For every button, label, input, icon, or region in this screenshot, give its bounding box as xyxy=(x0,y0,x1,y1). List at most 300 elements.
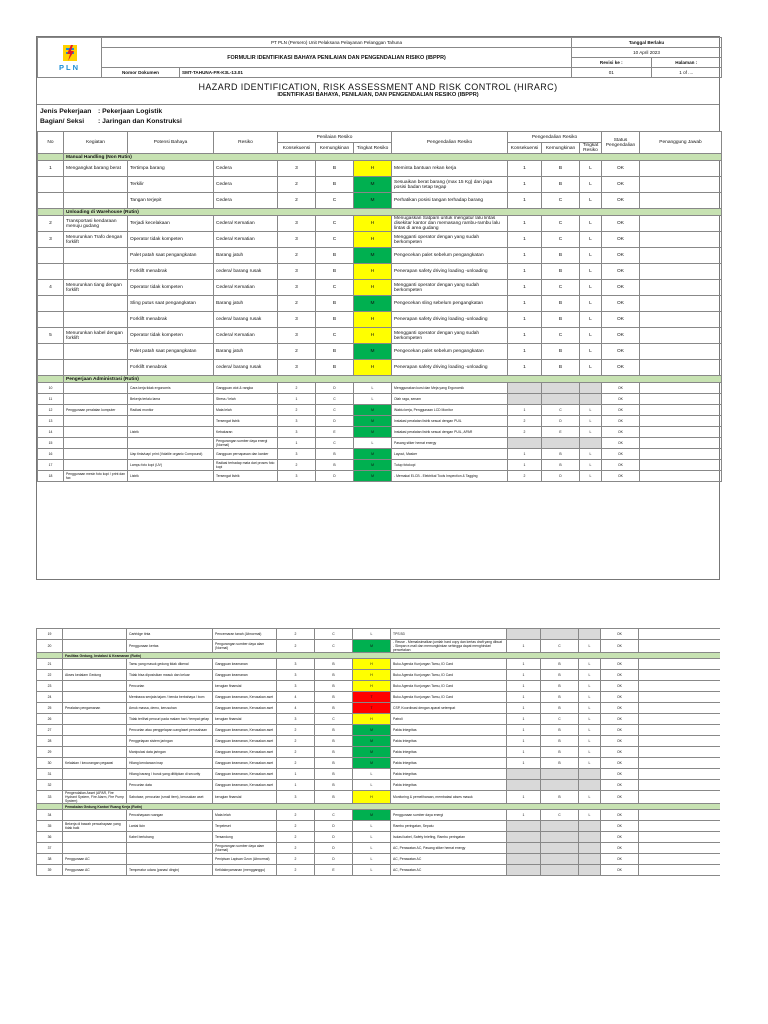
col-pengendalian-group: Pengendalian Resiko xyxy=(508,132,602,143)
row-pj xyxy=(639,769,721,780)
row-potensi: Tidak terlihat pencuri pada malam hari / tempat gelap xyxy=(127,714,213,725)
row-kegiatan xyxy=(63,629,127,640)
row-konsekuensi-2 xyxy=(507,854,541,865)
row-no: 13 xyxy=(38,416,64,427)
row-tingkat: L xyxy=(354,394,392,405)
row-potensi: Operator tidak kompeten xyxy=(128,232,214,248)
revisi-label: Revisi ke : xyxy=(572,58,651,67)
row-konsekuensi-2: 1 xyxy=(508,360,542,376)
row-potensi: Pencurian xyxy=(127,681,213,692)
row-kegiatan xyxy=(64,264,128,280)
row-kemungkinan: D xyxy=(315,821,353,832)
row-tingkat: H xyxy=(354,264,392,280)
row-no: 17 xyxy=(38,460,64,471)
row-tingkat: L xyxy=(353,769,391,780)
row-tingkat: M xyxy=(354,471,392,482)
row-no: 27 xyxy=(37,725,63,736)
row-status: OK xyxy=(601,629,639,640)
row-no: 31 xyxy=(37,769,63,780)
row-potensi: Temperatur udara (panas/ dingin) xyxy=(127,865,213,876)
table-row xyxy=(38,232,722,248)
row-tingkat-2 xyxy=(579,843,601,854)
row-tingkat-2: L xyxy=(579,747,601,758)
row-tingkat-2: L xyxy=(580,264,602,280)
col-konsekuensi-2: Konsekuensi xyxy=(508,143,542,154)
row-tingkat-2: L xyxy=(579,703,601,714)
pln-logo xyxy=(38,38,102,78)
row-potensi: Uap tinta/uap/ print (Volatile organic Compound) xyxy=(128,449,214,460)
row-kegiatan: Pengendalian Asset (APAR, Fire Hydrant System, Fire Alarm, Fire Pump System) xyxy=(63,791,127,804)
col-kemungkinan: Kemungkinan xyxy=(316,143,354,154)
row-tingkat: H xyxy=(354,360,392,376)
table-row xyxy=(38,177,722,193)
row-konsekuensi-2: 1 xyxy=(507,791,541,804)
row-resiko: Tersengat listrik xyxy=(214,471,278,482)
row-konsekuensi-2: 1 xyxy=(508,312,542,328)
row-konsekuensi-2 xyxy=(508,383,542,394)
row-status: OK xyxy=(601,725,639,736)
row-kemungkinan: B xyxy=(315,681,353,692)
row-kemungkinan-2: B xyxy=(542,248,580,264)
row-potensi: Hilang kendaraan inap xyxy=(127,758,213,769)
row-potensi: Penggelapan sistem jaringan xyxy=(127,736,213,747)
row-kemungkinan-2: E xyxy=(542,427,580,438)
main-subtitle: IDENTIFIKASI BAHAYA, PENILAIAN, DAN PENGENDALIAN RESIKO (IBPPR) xyxy=(277,92,479,98)
row-tingkat-2: L xyxy=(579,681,601,692)
row-pj xyxy=(640,328,722,344)
row-status: OK xyxy=(602,394,640,405)
row-tingkat-2 xyxy=(579,832,601,843)
row-kegiatan xyxy=(64,248,128,264)
row-pengendalian: Menggunakan kursi dan Meja yang Ergonomik xyxy=(392,383,508,394)
row-no: 4 xyxy=(38,280,64,296)
row-no: 20 xyxy=(37,640,63,653)
row-status: OK xyxy=(602,280,640,296)
row-no: 28 xyxy=(37,736,63,747)
row-kegiatan xyxy=(64,360,128,376)
row-pengendalian: Pakta Integritas xyxy=(391,725,507,736)
table-row xyxy=(37,747,721,758)
row-konsekuensi: 2 xyxy=(277,810,315,821)
row-pj xyxy=(639,854,721,865)
row-kegiatan xyxy=(64,449,128,460)
row-pengendalian: Penerapan safety driving loading -unloading xyxy=(392,312,508,328)
row-kemungkinan: B xyxy=(316,460,354,471)
row-pengendalian: Layout, Masker xyxy=(392,449,508,460)
row-pengendalian: CSP, Koordinasi dengan aparat setempat xyxy=(391,703,507,714)
row-kemungkinan: C xyxy=(315,810,353,821)
row-kemungkinan: C xyxy=(315,714,353,725)
row-potensi: Listrik xyxy=(128,471,214,482)
row-kemungkinan: C xyxy=(315,640,353,653)
row-konsekuensi-2 xyxy=(507,629,541,640)
row-tingkat-2: L xyxy=(580,405,602,416)
row-no: 14 xyxy=(38,427,64,438)
row-no: 1 xyxy=(38,161,64,177)
row-no: 38 xyxy=(37,854,63,865)
row-pj xyxy=(640,438,722,449)
row-tingkat-2: L xyxy=(579,791,601,804)
row-pengendalian: Buku Agenda Kunjungan Tamu, ID Card xyxy=(391,670,507,681)
row-pengendalian: Buku Agenda Kunjungan Tamu, ID Card xyxy=(391,659,507,670)
row-pengendalian: Buku Agenda Kunjungan Tamu, ID Card xyxy=(391,692,507,703)
row-tingkat-2: L xyxy=(580,344,602,360)
row-tingkat-2: L xyxy=(580,328,602,344)
row-pengendalian: Pakta Integritas xyxy=(391,758,507,769)
row-resiko: Terpeleset xyxy=(213,821,277,832)
row-konsekuensi-2: 1 xyxy=(508,161,542,177)
row-tingkat: M xyxy=(353,736,391,747)
form-page-1 xyxy=(36,36,720,580)
row-potensi: Pencurian atau penggelapan uang/aset perusahaan xyxy=(127,725,213,736)
row-status: OK xyxy=(601,714,639,725)
row-potensi: Operator tidak kompeten xyxy=(128,280,214,296)
row-pengendalian: Monitoring & pemeliharaan, membatasi akses masuk xyxy=(391,791,507,804)
row-tingkat: M xyxy=(353,640,391,653)
row-pj xyxy=(640,405,722,416)
row-konsekuensi: 3 xyxy=(278,449,316,460)
row-status: OK xyxy=(601,659,639,670)
row-konsekuensi: 2 xyxy=(278,193,316,209)
row-tingkat: H xyxy=(354,280,392,296)
row-konsekuensi: 2 xyxy=(278,344,316,360)
row-no xyxy=(38,177,64,193)
row-pengendalian: Menugaskan Satpam untuk mengatur lalu lintas disekitar kantor dan memasang rambu-rambu lalu lintas di area gudang xyxy=(392,216,508,232)
row-kegiatan: Transportasi kendaraan menuju gudang xyxy=(64,216,128,232)
logo-text: PLN xyxy=(59,62,80,72)
section-row xyxy=(38,209,722,216)
row-no: 29 xyxy=(37,747,63,758)
row-tingkat-2: L xyxy=(579,640,601,653)
doc-label: Nomor Dokumen xyxy=(102,68,180,78)
jenis-label: Jenis Pekerjaan xyxy=(40,108,92,115)
row-potensi: Penggunaan kertas xyxy=(127,640,213,653)
row-kegiatan: Bekerja di bawah pencahayaan yang tidak baik xyxy=(63,821,127,832)
col-pengendalian: Pengendalian Resiko xyxy=(392,132,508,154)
row-pj xyxy=(639,780,721,791)
row-tingkat: M xyxy=(354,344,392,360)
row-pj xyxy=(639,843,721,854)
row-konsekuensi: 3 xyxy=(278,280,316,296)
row-pengendalian: Pakta Integritas xyxy=(391,736,507,747)
table-row xyxy=(37,865,721,876)
table-row xyxy=(38,264,722,280)
table-row xyxy=(37,670,721,681)
table-row xyxy=(37,736,721,747)
row-tingkat-2: L xyxy=(580,427,602,438)
section-title: Pengerjaan Administrasi (Rutin) xyxy=(64,376,722,383)
row-status: OK xyxy=(602,360,640,376)
row-tingkat: M xyxy=(354,405,392,416)
row-resiko: Gangguan keamanan, Kerusakan aset xyxy=(213,725,277,736)
row-status: OK xyxy=(601,747,639,758)
row-status: OK xyxy=(601,736,639,747)
row-pj xyxy=(640,193,722,209)
row-kemungkinan: B xyxy=(316,264,354,280)
row-potensi: Tamu yang masuk gedung tidak dikenal xyxy=(127,659,213,670)
row-pj xyxy=(640,394,722,405)
row-pengendalian: Penggunaan sumber daya energi xyxy=(391,810,507,821)
row-resiko: Stress / lelah xyxy=(214,394,278,405)
row-konsekuensi-2: 2 xyxy=(508,471,542,482)
row-kegiatan xyxy=(64,177,128,193)
row-konsekuensi: 2 xyxy=(278,248,316,264)
row-kemungkinan-2: B xyxy=(541,670,579,681)
row-tingkat: M xyxy=(354,296,392,312)
row-pengendalian: Instalasi peralatan listrik sesuai dengan PUIL, APAR xyxy=(392,427,508,438)
row-kemungkinan-2 xyxy=(541,629,579,640)
row-no: 15 xyxy=(38,438,64,449)
row-kegiatan xyxy=(64,416,128,427)
row-kegiatan: Peralatan pengamanan xyxy=(63,703,127,714)
table-row xyxy=(37,810,721,821)
row-kemungkinan-2: D xyxy=(542,471,580,482)
row-kegiatan: Menurunkan tiang dengan forklift xyxy=(64,280,128,296)
row-resiko: Gangguan keamanan, Kerusakan aset xyxy=(213,758,277,769)
row-status: OK xyxy=(602,449,640,460)
row-no: 37 xyxy=(37,843,63,854)
row-pengendalian: Pengecekan palet sebelum pengangkatan xyxy=(392,344,508,360)
row-tingkat: H xyxy=(353,714,391,725)
row-pengendalian: Waktu kerja, Penggunaan LCD Monitor xyxy=(392,405,508,416)
row-kegiatan: Akses kedalam Gedung xyxy=(63,670,127,681)
row-kemungkinan-2: C xyxy=(542,328,580,344)
row-kemungkinan: C xyxy=(316,216,354,232)
row-konsekuensi: 2 xyxy=(277,821,315,832)
row-pengendalian: - Memakai ELCB - Elektrikal Tools Inspection & Tagging xyxy=(392,471,508,482)
row-tingkat: H xyxy=(354,232,392,248)
row-status: OK xyxy=(601,758,639,769)
row-kemungkinan: D xyxy=(316,416,354,427)
table-row xyxy=(38,471,722,482)
row-potensi: Lampu foto kopi (UV) xyxy=(128,460,214,471)
row-status: OK xyxy=(601,670,639,681)
row-pj xyxy=(640,360,722,376)
row-status: OK xyxy=(602,328,640,344)
row-tingkat-2: L xyxy=(579,810,601,821)
row-konsekuensi: 2 xyxy=(278,296,316,312)
row-kemungkinan-2: C xyxy=(542,193,580,209)
row-konsekuensi-2: 1 xyxy=(507,681,541,692)
row-kemungkinan-2: C xyxy=(542,280,580,296)
row-konsekuensi-2 xyxy=(507,865,541,876)
row-kemungkinan-2: B xyxy=(541,681,579,692)
row-status: OK xyxy=(602,460,640,471)
row-tingkat-2 xyxy=(580,383,602,394)
row-pj xyxy=(639,810,721,821)
row-tingkat-2: L xyxy=(580,232,602,248)
table-row xyxy=(38,216,722,232)
hirarc-table-page1 xyxy=(37,131,722,482)
table-row xyxy=(37,843,721,854)
table-row xyxy=(37,659,721,670)
table-row xyxy=(38,427,722,438)
row-status: OK xyxy=(602,161,640,177)
row-konsekuensi: 3 xyxy=(278,216,316,232)
row-kemungkinan: B xyxy=(315,758,353,769)
table-row xyxy=(37,703,721,714)
doc-number: SMT-TAHUNA-FR-K3L-13.01 xyxy=(180,68,572,78)
row-pengendalian: Olah raga, senam xyxy=(392,394,508,405)
row-no: 12 xyxy=(38,405,64,416)
lightning-logo-icon xyxy=(62,44,78,62)
row-resiko: Pencemaran tanah (Abnormal) xyxy=(213,629,277,640)
row-pj xyxy=(640,344,722,360)
table-row xyxy=(38,280,722,296)
row-resiko: Gangguan keamanan, Kerusakan aset xyxy=(213,780,277,791)
row-konsekuensi: 2 xyxy=(278,177,316,193)
row-tingkat: L xyxy=(353,832,391,843)
col-tingkat: Tingkat Resiko xyxy=(354,143,392,154)
row-no: 10 xyxy=(38,383,64,394)
row-tingkat-2: L xyxy=(580,471,602,482)
jenis-pekerjaan xyxy=(37,105,719,115)
row-konsekuensi: 3 xyxy=(277,791,315,804)
row-no: 21 xyxy=(37,659,63,670)
row-konsekuensi-2: 1 xyxy=(507,736,541,747)
row-kemungkinan-2: B xyxy=(542,161,580,177)
row-konsekuensi-2 xyxy=(507,769,541,780)
row-kemungkinan: C xyxy=(316,405,354,416)
row-tingkat-2 xyxy=(580,394,602,405)
section-row xyxy=(38,376,722,383)
row-potensi: Tidak bisa diposisikan masuk dan keluar xyxy=(127,670,213,681)
row-konsekuensi: 3 xyxy=(278,312,316,328)
table-row xyxy=(38,344,722,360)
row-konsekuensi: 2 xyxy=(277,725,315,736)
row-konsekuensi: 2 xyxy=(277,640,315,653)
row-kemungkinan-2: B xyxy=(542,177,580,193)
row-tingkat: L xyxy=(353,843,391,854)
row-tingkat: M xyxy=(353,758,391,769)
col-penilaian: Penilaian Resiko xyxy=(278,132,392,143)
table-row xyxy=(37,725,721,736)
col-status: Status Pengendalian xyxy=(602,132,640,154)
halaman-label: Halaman : xyxy=(675,60,698,65)
row-konsekuensi-2: 1 xyxy=(507,659,541,670)
row-kegiatan xyxy=(63,640,127,653)
row-tingkat-2 xyxy=(579,854,601,865)
row-kemungkinan: C xyxy=(316,280,354,296)
row-kemungkinan: B xyxy=(316,360,354,376)
row-no xyxy=(38,264,64,280)
row-status: OK xyxy=(601,703,639,714)
row-tingkat: M xyxy=(353,810,391,821)
row-pj xyxy=(639,692,721,703)
row-pengendalian: Penerapan safety driving loading -unloading xyxy=(392,360,508,376)
row-kemungkinan-2: B xyxy=(542,296,580,312)
row-kegiatan xyxy=(64,438,128,449)
row-pj xyxy=(639,758,721,769)
row-resiko: cedera/ barang rusak xyxy=(214,312,278,328)
row-resiko: Gangguan keamanan, Kerusakan aset xyxy=(213,769,277,780)
row-tingkat-2: L xyxy=(579,725,601,736)
row-kemungkinan-2 xyxy=(541,854,579,865)
row-pengendalian: Sesuaikan berat barang (max 15 Kg) dan jaga posisi badan tetap tegap xyxy=(392,177,508,193)
row-resiko: Gangguan keamanan, Kerusakan aset xyxy=(213,692,277,703)
col-konsekuensi: Konsekuensi xyxy=(278,143,316,154)
row-potensi: Palet patah saat pengangkatan xyxy=(128,248,214,264)
row-pj xyxy=(639,659,721,670)
row-resiko: kerugian finansial xyxy=(213,714,277,725)
row-potensi: Tertimpa barang xyxy=(128,161,214,177)
row-resiko: Cedera xyxy=(214,193,278,209)
row-pj xyxy=(640,248,722,264)
row-kemungkinan: C xyxy=(316,193,354,209)
row-status: OK xyxy=(601,769,639,780)
row-pj xyxy=(640,471,722,482)
row-pengendalian: Instalasi peralatan listrik sesuai dengan PUIL xyxy=(392,416,508,427)
section-row xyxy=(38,154,722,161)
row-konsekuensi-2: 1 xyxy=(507,692,541,703)
row-resiko: cedera/ barang rusak xyxy=(214,360,278,376)
row-kemungkinan-2: C xyxy=(541,714,579,725)
row-konsekuensi-2: 1 xyxy=(508,177,542,193)
row-tingkat: M xyxy=(354,449,392,460)
row-kemungkinan-2: B xyxy=(541,736,579,747)
row-tingkat-2: L xyxy=(579,714,601,725)
row-kegiatan xyxy=(63,832,127,843)
company-name: PT PLN (Persero) Unit Pelaksana Pelayanan Pelanggan Tahuna xyxy=(102,38,572,48)
row-potensi: Tangan terjepit xyxy=(128,193,214,209)
row-potensi: Bekerja terlalu lama xyxy=(128,394,214,405)
row-no: 19 xyxy=(37,629,63,640)
row-potensi: Cartridge tinta xyxy=(127,629,213,640)
row-kegiatan xyxy=(63,810,127,821)
row-tingkat: T xyxy=(353,703,391,714)
row-potensi: Forklift menabrak xyxy=(128,312,214,328)
row-tingkat: L xyxy=(353,854,391,865)
row-konsekuensi: 1 xyxy=(277,780,315,791)
row-kemungkinan: B xyxy=(315,670,353,681)
row-kemungkinan-2: B xyxy=(542,264,580,280)
section-title: Fasilitas Gedung, Instalasi & Keamanan (Rutin) xyxy=(63,653,721,659)
col-no: No xyxy=(38,132,64,154)
row-pengendalian: Pasang stiker hemat energy xyxy=(392,438,508,449)
row-pj xyxy=(639,681,721,692)
row-resiko: Penipisan Lapisan Ozon (Abnormal) xyxy=(213,854,277,865)
row-potensi: Forklift menabrak xyxy=(128,360,214,376)
row-kemungkinan: C xyxy=(315,629,353,640)
row-resiko: Cedera/ Kematian xyxy=(214,216,278,232)
row-konsekuensi: 3 xyxy=(277,659,315,670)
row-kegiatan: Penggunaan AC xyxy=(63,865,127,876)
row-konsekuensi: 2 xyxy=(277,843,315,854)
row-kemungkinan: B xyxy=(315,736,353,747)
row-konsekuensi: 3 xyxy=(278,264,316,280)
row-status: OK xyxy=(602,471,640,482)
row-kemungkinan: B xyxy=(316,296,354,312)
row-konsekuensi: 1 xyxy=(278,394,316,405)
row-kegiatan xyxy=(64,460,128,471)
row-pengendalian: Patroli xyxy=(391,714,507,725)
row-no: 25 xyxy=(37,703,63,714)
bagian-value: : Jaringan dan Konstruksi xyxy=(98,118,182,125)
row-konsekuensi: 3 xyxy=(278,161,316,177)
row-konsekuensi-2 xyxy=(507,843,541,854)
form-page-2 xyxy=(36,628,720,1024)
row-kegiatan: Kelalaian / kecurangan pegawai xyxy=(63,758,127,769)
row-pj xyxy=(639,714,721,725)
row-kemungkinan: D xyxy=(315,832,353,843)
row-tingkat: L xyxy=(353,865,391,876)
row-status: OK xyxy=(602,405,640,416)
row-kemungkinan-2 xyxy=(542,438,580,449)
row-pj xyxy=(640,449,722,460)
row-resiko: Cedera xyxy=(214,161,278,177)
row-resiko: Cedera xyxy=(214,177,278,193)
row-potensi: Radiasi monitor xyxy=(128,405,214,416)
